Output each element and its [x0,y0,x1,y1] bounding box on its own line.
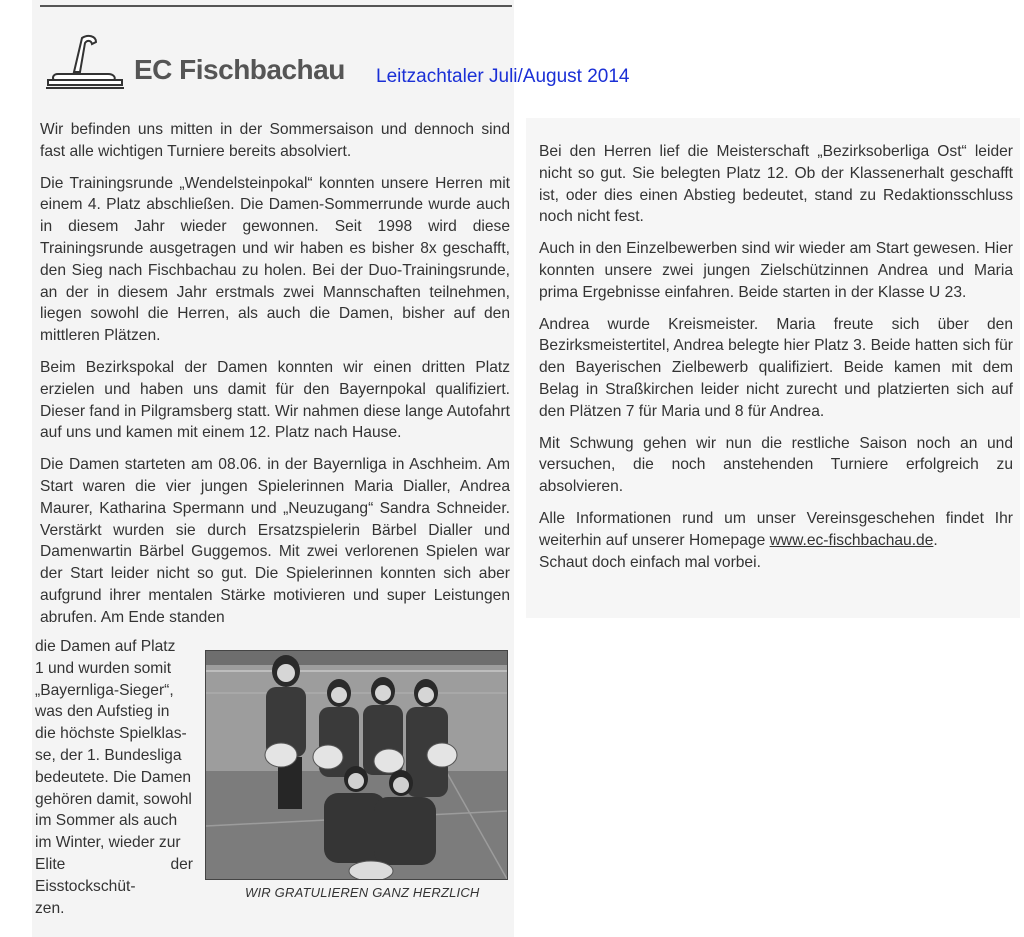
paragraph: Auch in den Einzelbewerben sind wir wieder am Start gewesen. Hier konnten unsere zwei jungen Zielschützinnen Andrea und Maria prima Ergebnisse einfahren. Beide starten in der Klasse U 23. [539,240,1013,301]
closing-last-line: Schaut doch einfach mal vorbei. [539,553,761,571]
text-line: 1 und wurden somit [35,659,172,677]
text-line: se, der 1. Bundesliga [35,746,182,764]
closing-punctuation: . [933,531,938,549]
text-line: was den Aufstieg in [35,703,170,721]
text-line: die Damen auf Platz [35,638,176,655]
paragraph: Die Trainingsrunde „Wendelsteinpokal“ konnten unsere Herren mit einem 4. Platz abschließen. Die Damen-Sommerrunde wurde auch in diesem Jahr wieder gewonnen. Seit 1998 wird diese Trainingsrunde ausgetragen und wir haben es bisher 8x geschafft, den Sieg nach Fischbachau zu holen. Bei der Duo-Trainingsrunde, an der in diesem Jahr erstmals zwei Mannschaften teilnehmen, liegen sowohl die Herren, als auch die Damen, bisher auf den mittleren Plätzen. [40,174,510,345]
closing-paragraph [539,508,1013,573]
paragraph: Die Damen starteten am 08.06. in der Bayernliga in Aschheim. Am Start waren die vier jungen Spielerinnen Maria Dialler, Andrea Maurer, Katharina Spermann und „Neuzugang“ Sandra Schneider. Verstärkt wurden sie durch Ersatzspielerin Bärbel Dialler und Damenwartin Bärbel Guggemos. Mit zwei verlorenen Spielen war der Start leider nicht so gut. Die Spielerinnen konnten sich aber aufgrund ihrer mentalen Stärke motivieren und super Leistungen abrufen. Am Ende standen [40,456,510,626]
top-rule [40,5,512,7]
paragraph: Andrea wurde Kreismeister. Maria freute sich über den Bezirksmeistertitel, Andrea belegte hier Platz 3. Beide hatten sich für den Bayerischen Zielbewerb qualifiziert. Beide kamen mit dem Belag in Straßkirchen leider nicht zurecht und platzierten sich auf den Plätzen 7 für Maria und 8 für Andrea. [539,315,1013,420]
text-line: „Bayernliga-Sieger“, [35,681,174,699]
eisstock-icon [44,32,124,92]
paragraph: Bei den Herren lief die Meisterschaft „Bezirksoberliga Ost“ leider nicht so gut. Sie belegten Platz 12. Ob der Klassenerhalt geschafft ist, oder dies einen Abstieg bedeutet, stand zu Redaktionsschluss noch nicht fest. [539,143,1013,226]
paragraph: Wir befinden uns mitten in der Sommersaison und dennoch sind fast alle wichtigen Turniere bereits absolviert. [40,121,510,160]
text-line: zen. [35,899,65,917]
text-line: die höchste Spielklas- [35,725,187,743]
paragraph: Mit Schwung gehen wir nun die restliche Saison noch an und versuchen, die noch anstehenden Turniere erfolgreich zu absolvieren. [539,434,1013,496]
team-photo [205,650,508,880]
right-column [539,141,1013,573]
homepage-link[interactable]: www.ec-fischbachau.de [769,531,934,549]
paragraph: Beim Bezirkspokal der Damen konnten wir einen dritten Platz erzielen und haben uns damit für den Bayernpokal qualifiziert. Dieser fand in Pilgramsberg statt. Wir nahmen diese lange Autofahrt auf uns und kamen mit einem 12. Platz nach Hause. [40,358,510,442]
closing-text: Alle Informationen rund um unser Vereinsgeschehen findet Ihr weiterhin auf unserer Homepage [539,509,1013,549]
text-line: bedeutete. Die Damen [35,768,192,786]
text-line: gehören damit, sowohl [35,790,192,808]
wrapped-text [35,636,193,919]
text-line: im Sommer als auch [35,812,178,830]
text-line: im Winter, wieder zur [35,834,181,852]
issue-label: Leitzachtaler Juli/August 2014 [376,66,630,87]
left-column [40,119,510,629]
club-title: EC Fischbachau [134,54,345,85]
photo-caption: WIR GRATULIEREN GANZ HERZLICH [245,885,480,900]
text-line: Elite der Eisstockschüt- [35,855,193,895]
